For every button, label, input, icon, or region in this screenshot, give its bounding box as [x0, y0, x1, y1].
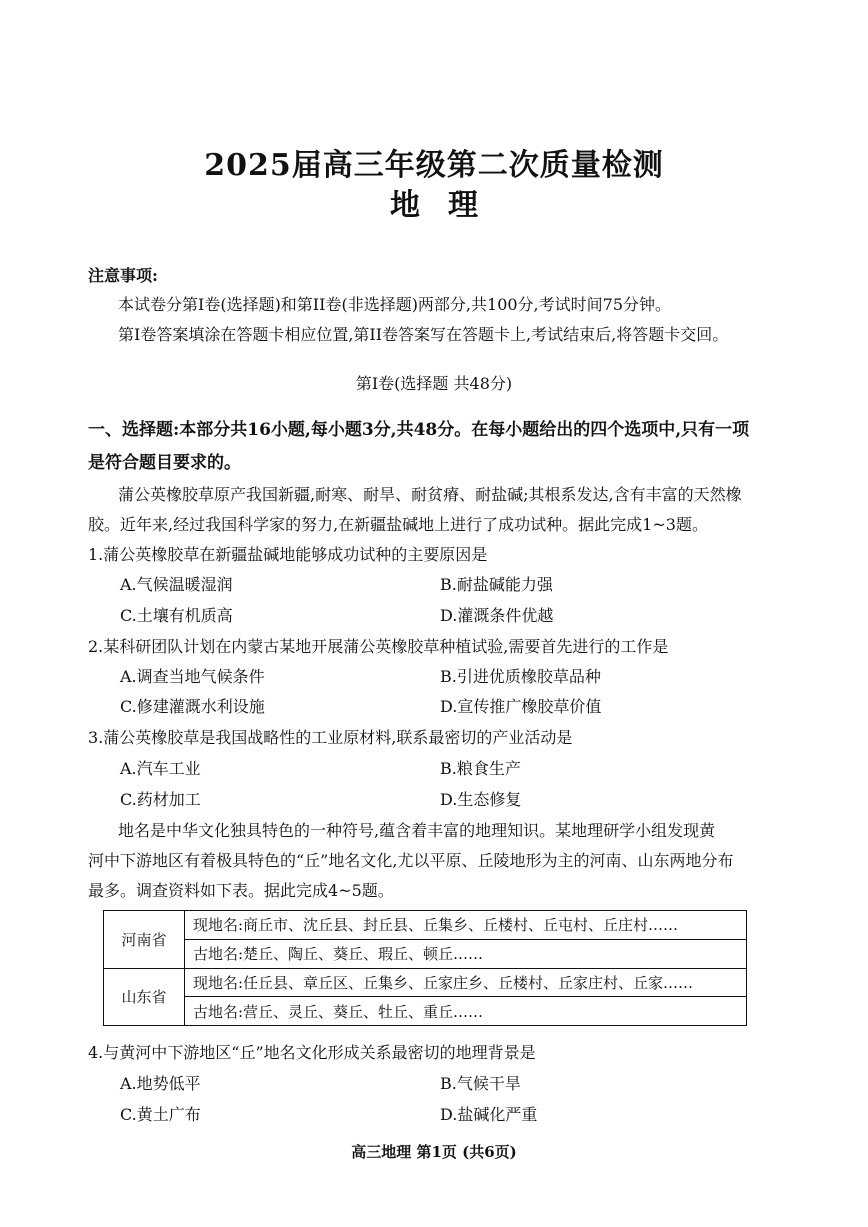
option-c: C.黄土广布	[120, 1105, 201, 1124]
subject-title: 地理	[390, 188, 506, 223]
table-row	[104, 968, 747, 997]
table-row	[104, 939, 747, 968]
option-b: B.耐盐碱能力强	[440, 575, 553, 594]
section-title: 第I卷(选择题 共48分)	[355, 374, 513, 393]
option-a: A.汽车工业	[120, 759, 201, 778]
option-b: B.引进优质橡胶草品种	[440, 667, 601, 686]
province-cell: 山东省	[104, 968, 185, 1026]
page-footer: 高三地理 第1页 (共6页)	[351, 1143, 517, 1161]
table-row	[104, 911, 747, 940]
option-c: C.修建灌溉水利设施	[120, 697, 265, 716]
option-d: D.宣传推广橡胶草价值	[440, 697, 602, 716]
option-a: A.地势低平	[120, 1074, 201, 1093]
option-c: C.土壤有机质高	[120, 606, 233, 625]
ancient-names-cell: 古地名:楚丘、陶丘、葵丘、瑕丘、顿丘……	[185, 939, 747, 968]
notice-line: 本试卷分第I卷(选择题)和第II卷(非选择题)两部分,共100分,考试时间75分钟。	[118, 295, 672, 314]
option-b: B.气候干旱	[440, 1074, 521, 1093]
question-stem: 2.某科研团队计划在内蒙古某地开展蒲公英橡胶草种植试验,需要首先进行的工作是	[88, 637, 669, 656]
question-stem: 1.蒲公英橡胶草在新疆盐碱地能够成功试种的主要原因是	[88, 545, 488, 564]
notice-heading: 注意事项:	[88, 266, 158, 285]
option-c: C.药材加工	[120, 790, 201, 809]
option-d: D.灌溉条件优越	[440, 606, 554, 625]
passage-line: 最多。调查资料如下表。据此完成4~5题。	[88, 881, 394, 900]
question-stem: 3.蒲公英橡胶草是我国战略性的工业原材料,联系最密切的产业活动是	[88, 728, 573, 747]
option-d: D.生态修复	[440, 790, 522, 809]
passage-line: 蒲公英橡胶草原产我国新疆,耐寒、耐旱、耐贫瘠、耐盐碱;其根系发达,含有丰富的天然橡	[118, 485, 742, 504]
passage-line: 胶。近年来,经过我国科学家的努力,在新疆盐碱地上进行了成功试种。据此完成1~3题。	[88, 515, 708, 534]
option-a: A.气候温暖湿润	[120, 575, 233, 594]
province-cell: 河南省	[104, 911, 185, 969]
modern-names-cell: 现地名:商丘市、沈丘县、封丘县、丘集乡、丘楼村、丘屯村、丘庄村……	[185, 911, 747, 940]
option-b: B.粮食生产	[440, 759, 521, 778]
place-name-table	[103, 910, 747, 1026]
section-instructions: 一、选择题:本部分共16小题,每小题3分,共48分。在每小题给出的四个选项中,只有一项	[88, 420, 750, 440]
question-stem: 4.与黄河中下游地区“丘”地名文化形成关系最密切的地理背景是	[88, 1043, 536, 1062]
passage-line: 地名是中华文化独具特色的一种符号,蕴含着丰富的地理知识。某地理研学小组发现黄	[118, 821, 716, 840]
table-row	[104, 997, 747, 1026]
exam-title: 2025届高三年级第二次质量检测	[204, 148, 664, 183]
option-d: D.盐碱化严重	[440, 1105, 538, 1124]
passage-line: 河中下游地区有着极具特色的“丘”地名文化,尤以平原、丘陵地形为主的河南、山东两地分布	[88, 851, 734, 870]
ancient-names-cell: 古地名:营丘、灵丘、葵丘、牡丘、重丘……	[185, 997, 747, 1026]
modern-names-cell: 现地名:任丘县、章丘区、丘集乡、丘家庄乡、丘楼村、丘家庄村、丘家……	[185, 968, 747, 997]
option-a: A.调查当地气候条件	[120, 667, 265, 686]
section-instructions: 是符合题目要求的。	[88, 453, 241, 473]
notice-line: 第I卷答案填涂在答题卡相应位置,第II卷答案写在答题卡上,考试结束后,将答题卡交回。	[118, 325, 729, 344]
